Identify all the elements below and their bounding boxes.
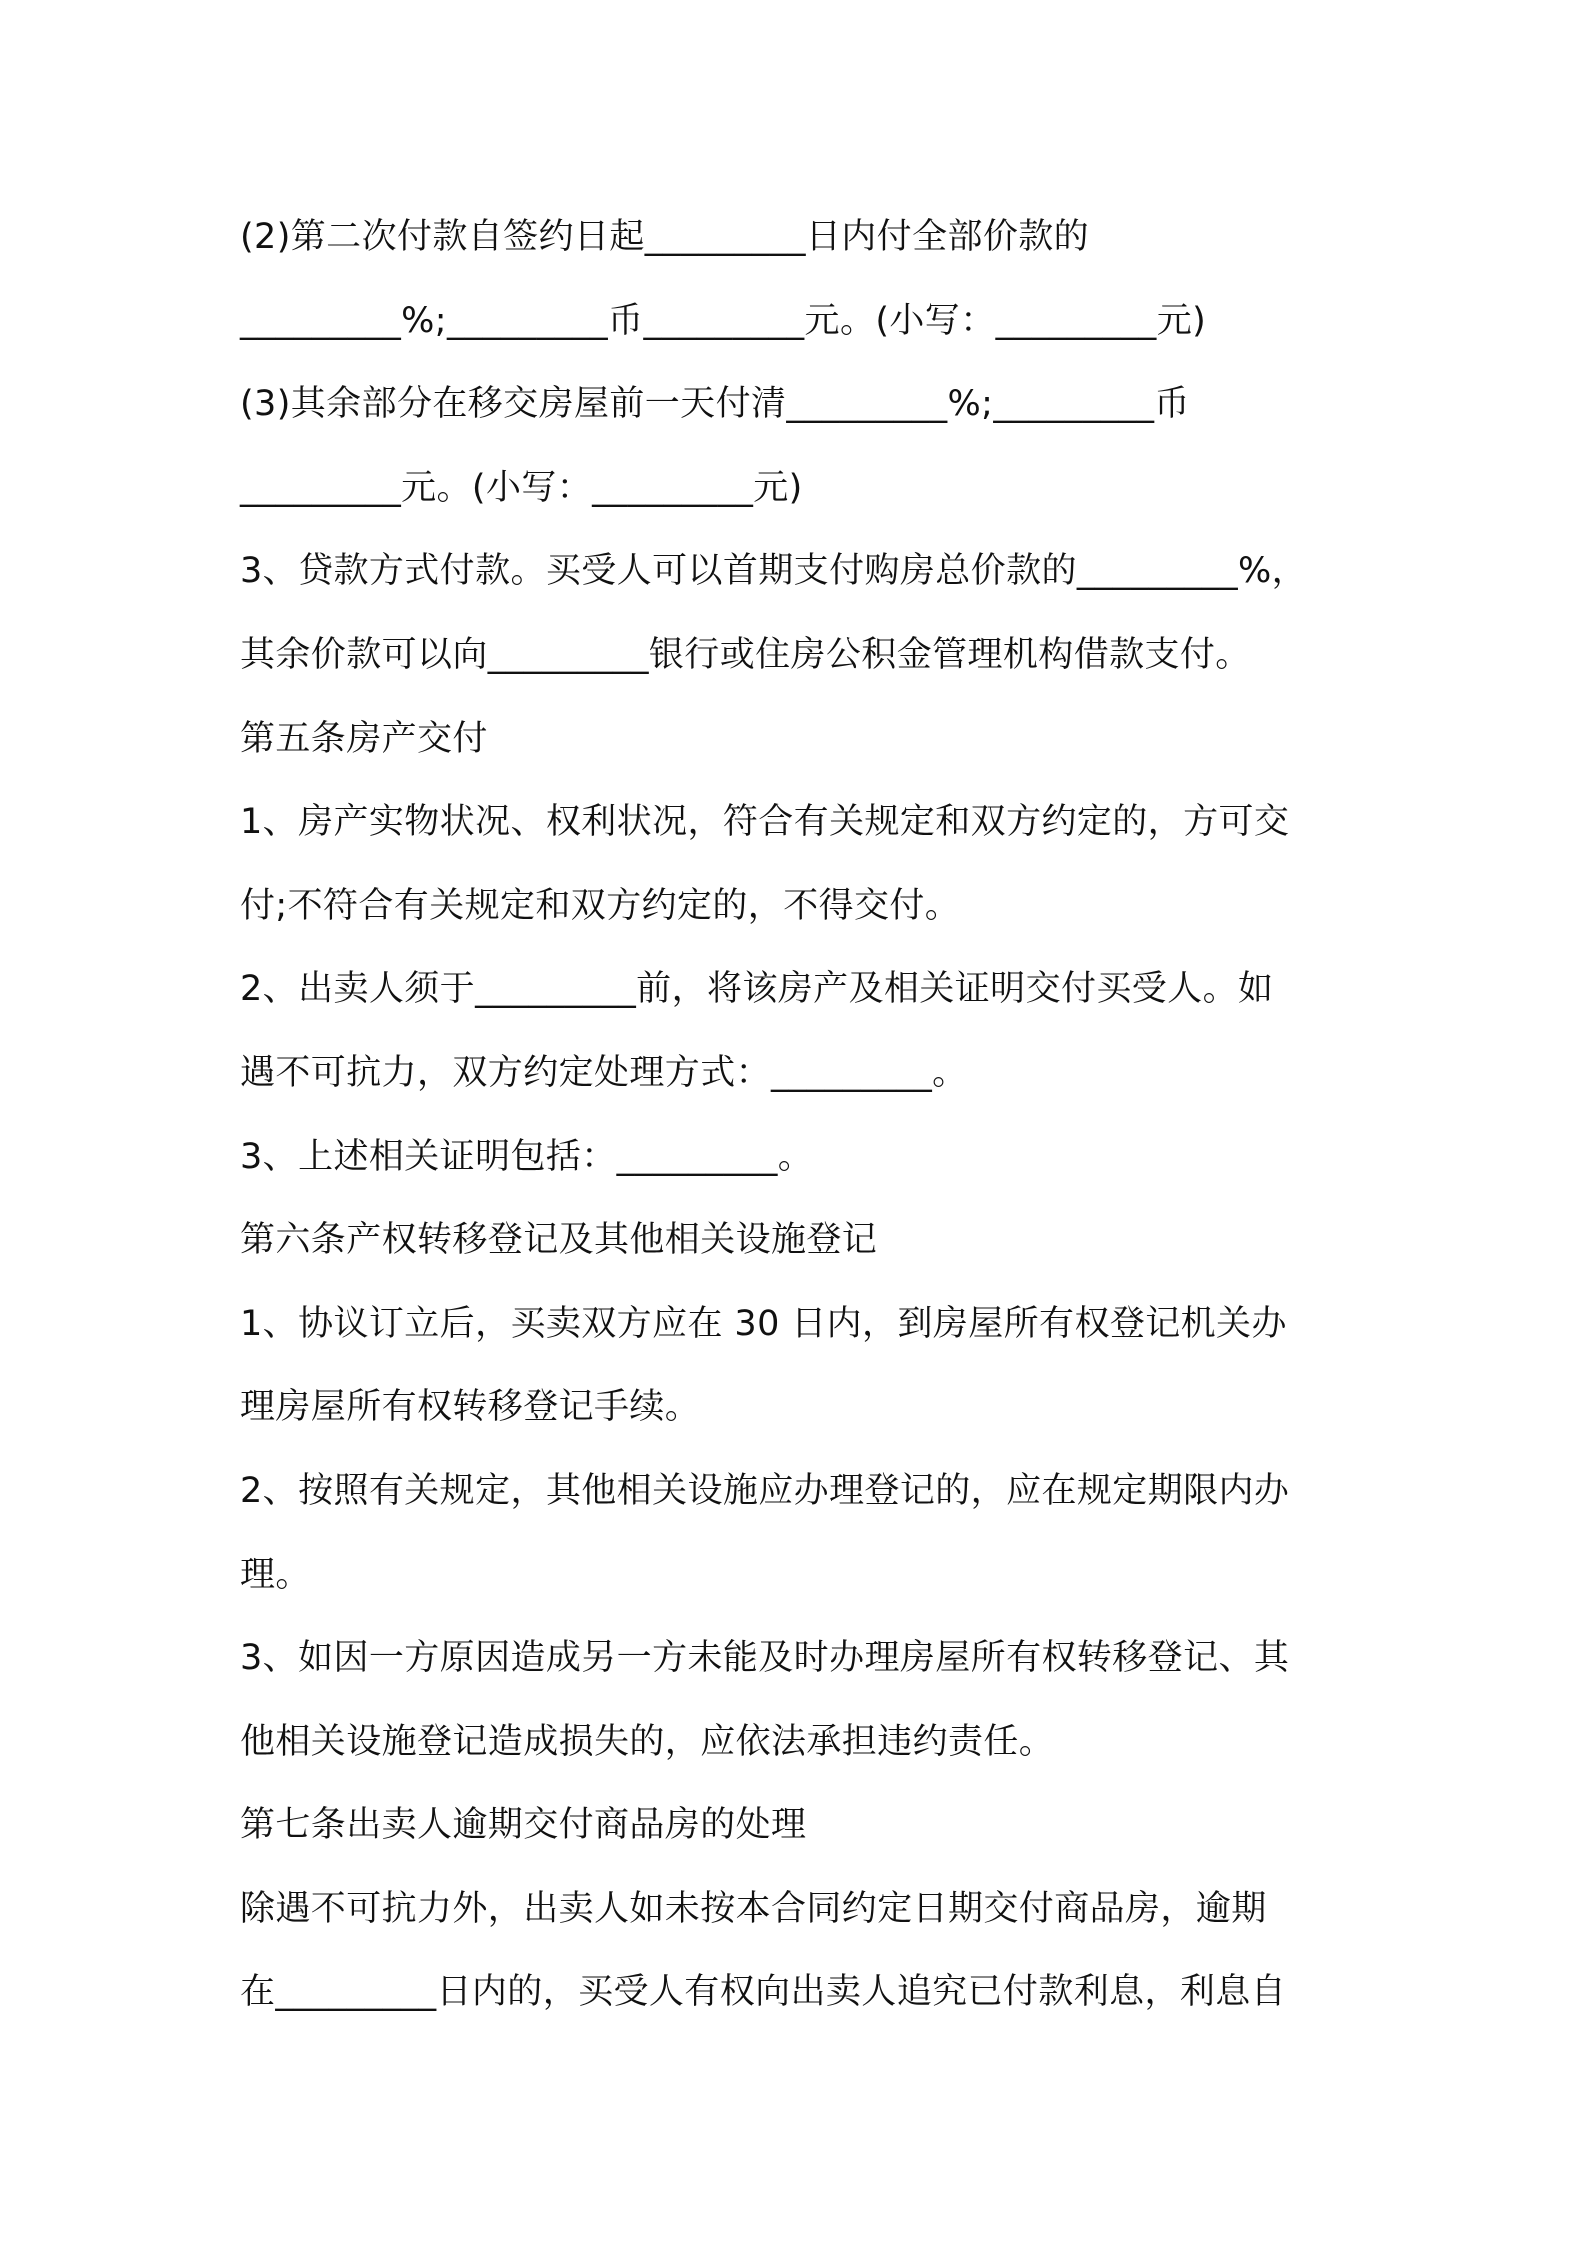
article-6-clause-1-line-2: 理房屋所有权转移登记手续。: [240, 1387, 701, 1428]
payment-second-installment-amount-line: _________%;_________币_________元。(小写：_________元): [240, 300, 1207, 341]
payment-second-installment-line: (2)第二次付款自签约日起_________日内付全部价款的: [240, 217, 1090, 257]
payment-remainder-line: (3)其余部分在移交房屋前一天付清_________%;_________币: [240, 384, 1190, 425]
article-7-clause-line-2: 在_________日内的，买受人有权向出卖人追究已付款利息，利息自: [240, 1972, 1287, 2013]
article-5-clause-2-line-1: 2、出卖人须于_________前，将该房产及相关证明交付买受人。如: [240, 969, 1274, 1010]
article-7-clause-line-1: 除遇不可抗力外，出卖人如未按本合同约定日期交付商品房，逾期: [240, 1888, 1267, 1929]
article-5-clause-3: 3、上述相关证明包括：_________。: [240, 1136, 814, 1177]
article-7-heading: 第七条出卖人逾期交付商品房的处理: [240, 1805, 807, 1846]
article-6-heading: 第六条产权转移登记及其他相关设施登记: [240, 1220, 878, 1261]
article-5-clause-2-line-2: 遇不可抗力，双方约定处理方式：_________。: [240, 1052, 968, 1093]
article-6-clause-2-line-1: 2、按照有关规定，其他相关设施应办理登记的，应在规定期限内办: [240, 1470, 1290, 1511]
loan-payment-bank-line: 其余价款可以向_________银行或住房公积金管理机构借款支付。: [240, 634, 1251, 675]
loan-payment-line: 3、贷款方式付款。买受人可以首期支付购房总价款的_________%，: [240, 551, 1308, 592]
article-6-clause-1-line-1: 1、协议订立后，买卖双方应在 30 日内，到房屋所有权登记机关办: [240, 1303, 1287, 1344]
article-6-clause-3-line-1: 3、如因一方原因造成另一方未能及时办理房屋所有权转移登记、其: [240, 1638, 1290, 1679]
article-5-clause-1-line-2: 付;不符合有关规定和双方约定的，不得交付。: [240, 885, 961, 926]
article-6-clause-2-line-2: 理。: [240, 1554, 311, 1595]
document-body: [240, 196, 1370, 2035]
article-5-clause-1-line-1: 1、房产实物状况、权利状况，符合有关规定和双方约定的，方可交: [240, 802, 1290, 843]
article-5-heading: 第五条房产交付: [240, 718, 488, 759]
payment-remainder-amount-line: _________元。(小写：_________元): [240, 467, 803, 508]
article-6-clause-3-line-2: 他相关设施登记造成损失的，应依法承担违约责任。: [240, 1721, 1055, 1762]
